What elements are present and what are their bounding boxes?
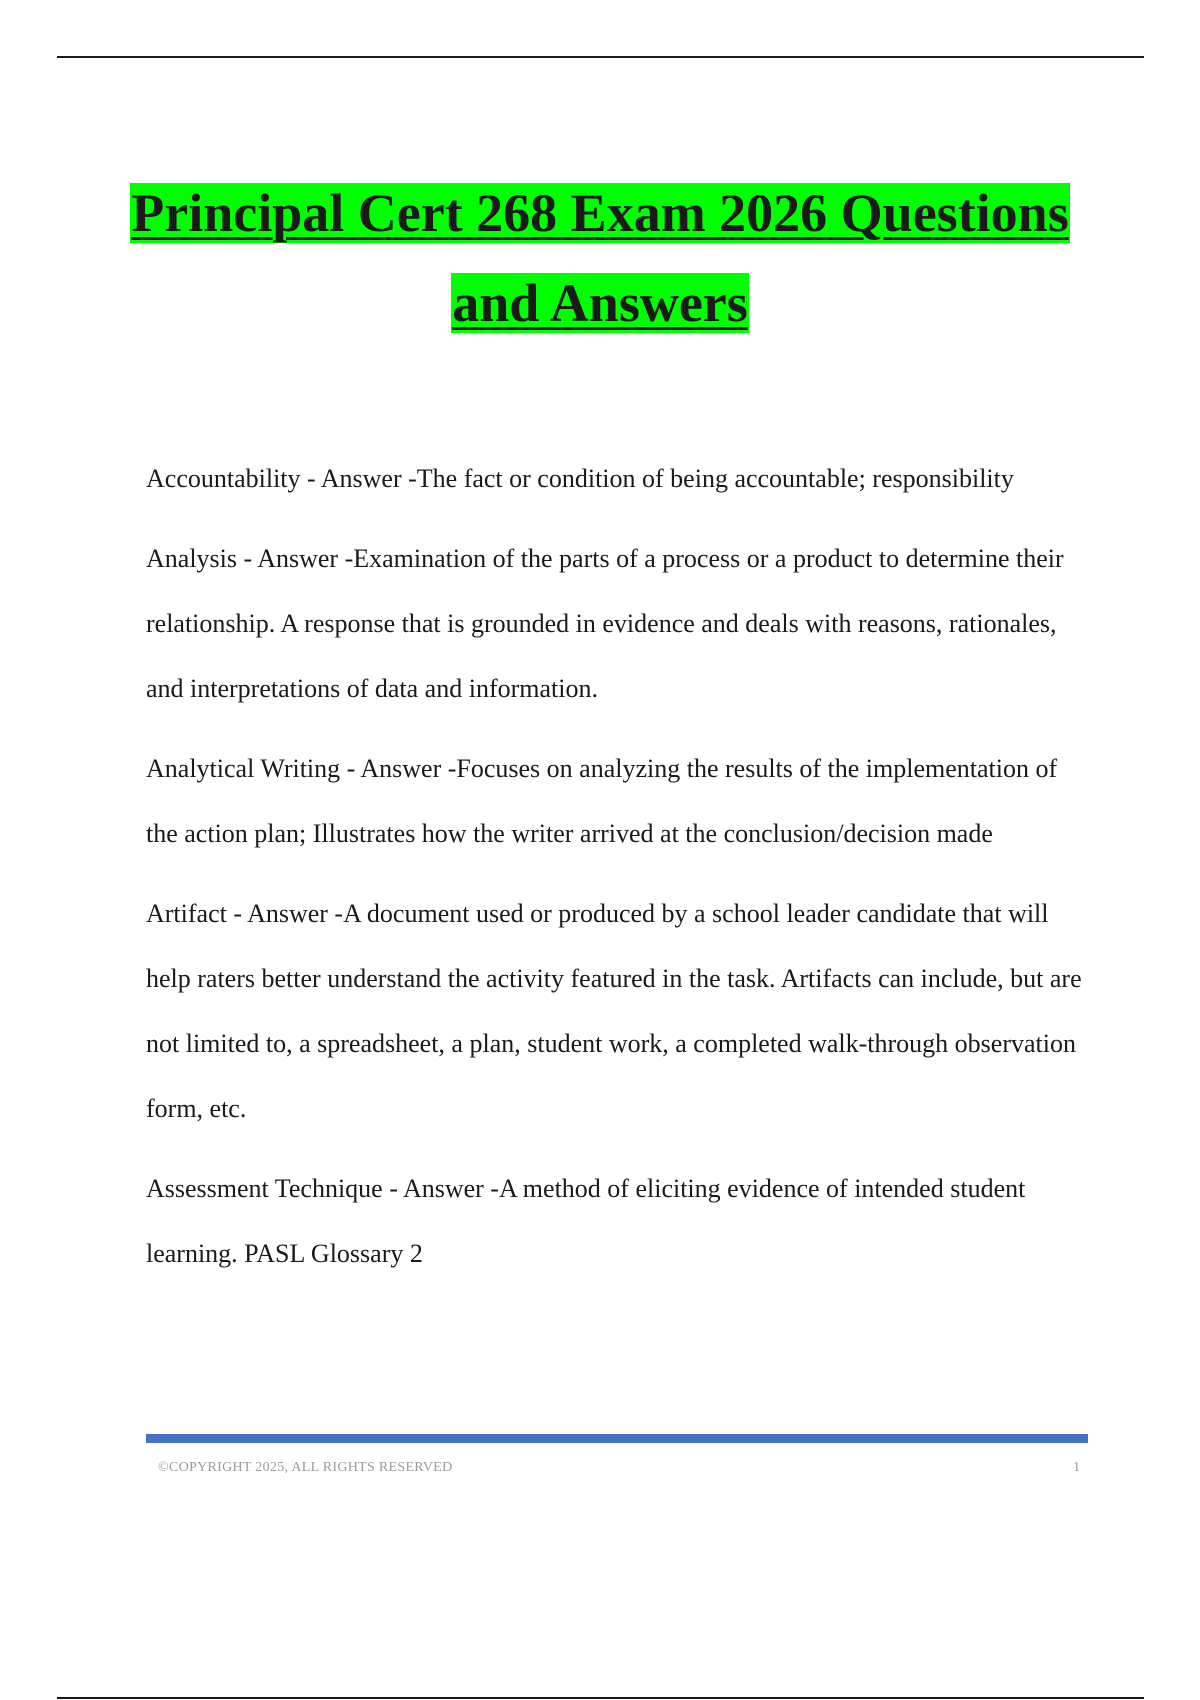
entry-accountability: Accountability - Answer -The fact or condition of being accountable; responsibility <box>146 464 1014 493</box>
page-number: 1 <box>1073 1460 1080 1475</box>
glossary-entries <box>146 446 1091 1301</box>
footer-bar <box>146 1434 1088 1443</box>
entry-artifact: Artifact - Answer -A document used or produced by a school leader candidate that will help raters better understand the activity featured in the task. Artifacts can include, but are not limited to, a spreadsheet, a plan, student work, a completed walk-through observation form, etc. <box>146 899 1082 1123</box>
entry-analysis: Analysis - Answer -Examination of the parts of a process or a product to determine their relationship. A response that is grounded in evidence and deals with reasons, rationales, and interpretations of data and information. <box>146 544 1064 703</box>
footer-copyright: ©COPYRIGHT 2025, ALL RIGHTS RESERVED <box>158 1460 453 1475</box>
top-rule <box>57 56 1144 58</box>
title-line-2: and Answers <box>452 273 748 333</box>
title-line-1: Principal Cert 268 Exam 2026 Questions <box>131 183 1069 243</box>
entry-analytical-writing: Analytical Writing - Answer -Focuses on analyzing the results of the implementation of the action plan; Illustrates how the writer arrived at the conclusion/decision made <box>146 754 1058 848</box>
entry-assessment-technique: Assessment Technique - Answer -A method of eliciting evidence of intended student learning. PASL Glossary 2 <box>146 1174 1026 1268</box>
bottom-rule <box>57 1697 1144 1699</box>
document-title <box>0 168 1200 348</box>
